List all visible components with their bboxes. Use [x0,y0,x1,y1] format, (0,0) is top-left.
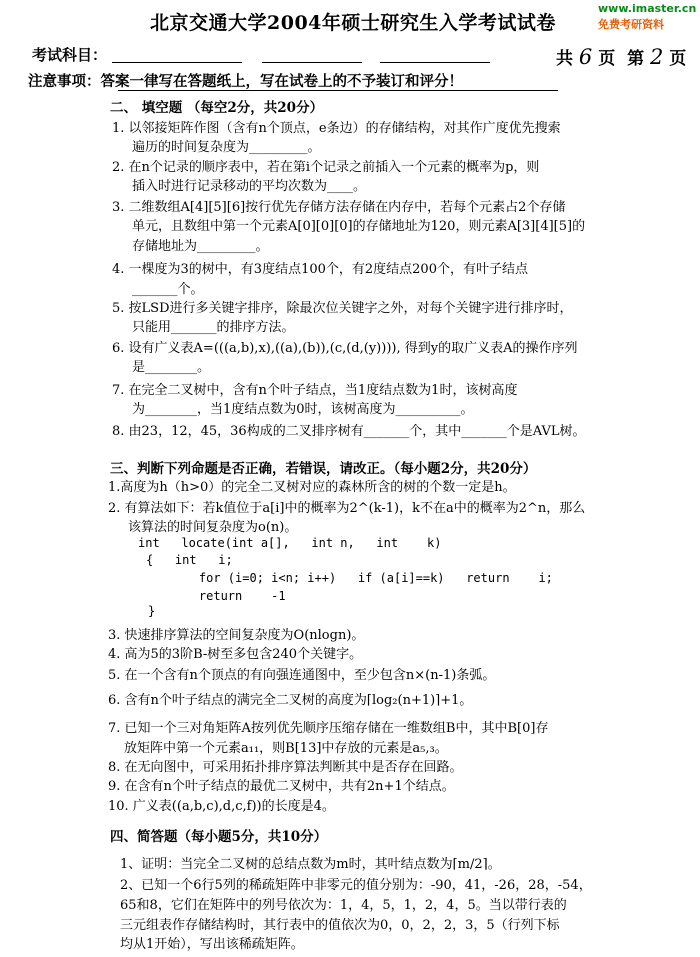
notice-underline [118,90,558,91]
s2-line: 插入时进行记录移动的平均次数为____。 [132,179,367,194]
s2-line: 6. 设有广义表A=(((a,b),x),((a),(b)),(c,(d,(y)))), 得到y的取广义表A的操作序列 [112,341,578,356]
s2-line: 3. 二维数组A[4][5][6]按行优先存储方法存储在内存中，若每个元素占2个存储 [112,200,566,215]
s2-line: 为________，当1度结点数为0时，该树高度为__________。 [132,402,474,417]
s3code-line: int locate(int a[], int n, int k) [138,536,442,550]
s3b-line: 5. 在一个含有n个顶点的有向强连通图中，至少包含n×(n-1)条弧。 [108,668,496,683]
s4-line: 1、证明：当完全二叉树的总结点数为m时，其叶结点数为⌈m/2⌉。 [120,857,501,872]
subject-label: 考试科目： [32,46,108,64]
s3b-line: 7. 已知一个三对角矩阵A按列优先顺序压缩存储在一维数组B中，其中B[0]存 [108,721,549,736]
page-current-unit: 页 [669,49,687,69]
subject-blank-2 [262,62,362,63]
page-current: 2 [649,45,664,69]
s2-line: 8. 由23，12，45，36构成的二叉排序树有_______个，其中_______个是AVL树。 [112,424,586,439]
page-counter [556,44,686,69]
exam-notice: 注意事项：答案一律写在答题纸上，写在试卷上的不予装订和评分！ [28,73,463,90]
s3b-line: 4. 高为5的3阶B-树至多包含240个关键字。 [108,647,363,662]
s2-line: 只能用_______的排序方法。 [132,320,295,335]
s2-line: 1. 以邻接矩阵作图（含有n个顶点，e条边）的存储结构，对其作广度优先搜索 [112,121,561,136]
pages-unit: 页 [598,49,616,69]
subject-blank-1 [112,62,242,63]
s3-line: 2. 有算法如下：若k值位于a[i]中的概率为2^(k-1)，k不在a中的概率为2^n，那么 [108,501,586,516]
exam-title: 北京交通大学2004年硕士研究生入学考试试卷 [150,12,556,34]
pages-total-label: 共 [556,49,573,69]
page-current-label: 第 [627,49,645,69]
s3-line: 1.高度为h（h>0）的完全二叉树对应的森林所含的树的个数一定是h。 [108,480,516,495]
s2-line: 2. 在n个记录的顺序表中，若在第i个记录之前插入一个元素的概率为p，则 [112,160,540,175]
s2-line: 7. 在完全二叉树中，含有n个叶子结点，当1度结点数为1时，该树高度 [112,383,518,398]
s2-line: 单元，且数组中第一个元素A[0][0][0]的存储地址为120，则元素A[3][4][5]的 [132,219,586,234]
watermark-tag: 免费考研资料 [598,18,664,31]
s2-line: 遍历的时间复杂度为_________。 [132,140,321,155]
s2-line: 4. 一棵度为3的树中，有3度结点100个，有2度结点200个，有叶子结点 [112,262,528,277]
s3b-line: 10. 广义表((a,b,c),d,c,f))的长度是4。 [108,799,335,814]
s3b-line: 3. 快速排序算法的空间复杂度为O(nlogn)。 [108,628,365,643]
section-4-heading: 四、简答题（每小题5分，共10分） [110,829,328,845]
s3b-line: 9. 在含有n个叶子结点的最优二叉树中，共有2n+1个结点。 [108,779,455,794]
section-3-heading: 三、判断下列命题是否正确，若错误，请改正。（每小题2分，共20分） [110,461,537,477]
s4-line: 2、已知一个6行5列的稀疏矩阵中非零元的值分别为：-90，41，-26，28，-54， [120,878,592,893]
s4-line: 65和8，它们在矩阵中的列号依次为：1，4，5，1，2，4，5。当以带行表的 [120,898,567,913]
watermark-url: www.imaster.cn [598,2,697,15]
s2-line: 5. 按LSD进行多关键字排序，除最次位关键字之外，对每个关键字进行排序时， [112,301,573,316]
s4-line: 三元组表作存储结构时，其行表中的值依次为0，0，2，2，3，5（行列下标 [120,918,560,933]
s4-line: 均从1开始），写出该稀疏矩阵。 [120,937,304,952]
s3b-line: 6. 含有n个叶子结点的满完全二叉树的高度为⌈log₂(n+1)⌉+1。 [108,693,473,708]
s2-line: _______个。 [132,282,204,297]
s3b-line: 放矩阵中第一个元素a₁₁，则B[13]中存放的元素是a₅,₃。 [124,741,448,756]
s3b-line: 8. 在无向图中，可采用拓扑排序算法判断其中是否存在回路。 [108,760,463,775]
s3code-line: } [148,604,156,618]
s3-line: 该算法的时间复杂度为o(n)。 [128,520,298,535]
pages-total: 6 [578,45,593,69]
s2-line: 存储地址为_________。 [132,239,269,254]
s2-line: 是________。 [132,360,211,375]
s3code-line: { int i; [146,553,233,567]
s3code-line: return -1 [170,589,286,603]
section-2-heading: 二、 填空题 （每空2分，共20分） [110,100,324,116]
subject-blank-3 [380,62,490,63]
s3code-line: for (i=0; i<n; i++) if (a[i]==k) return i; [170,571,553,585]
